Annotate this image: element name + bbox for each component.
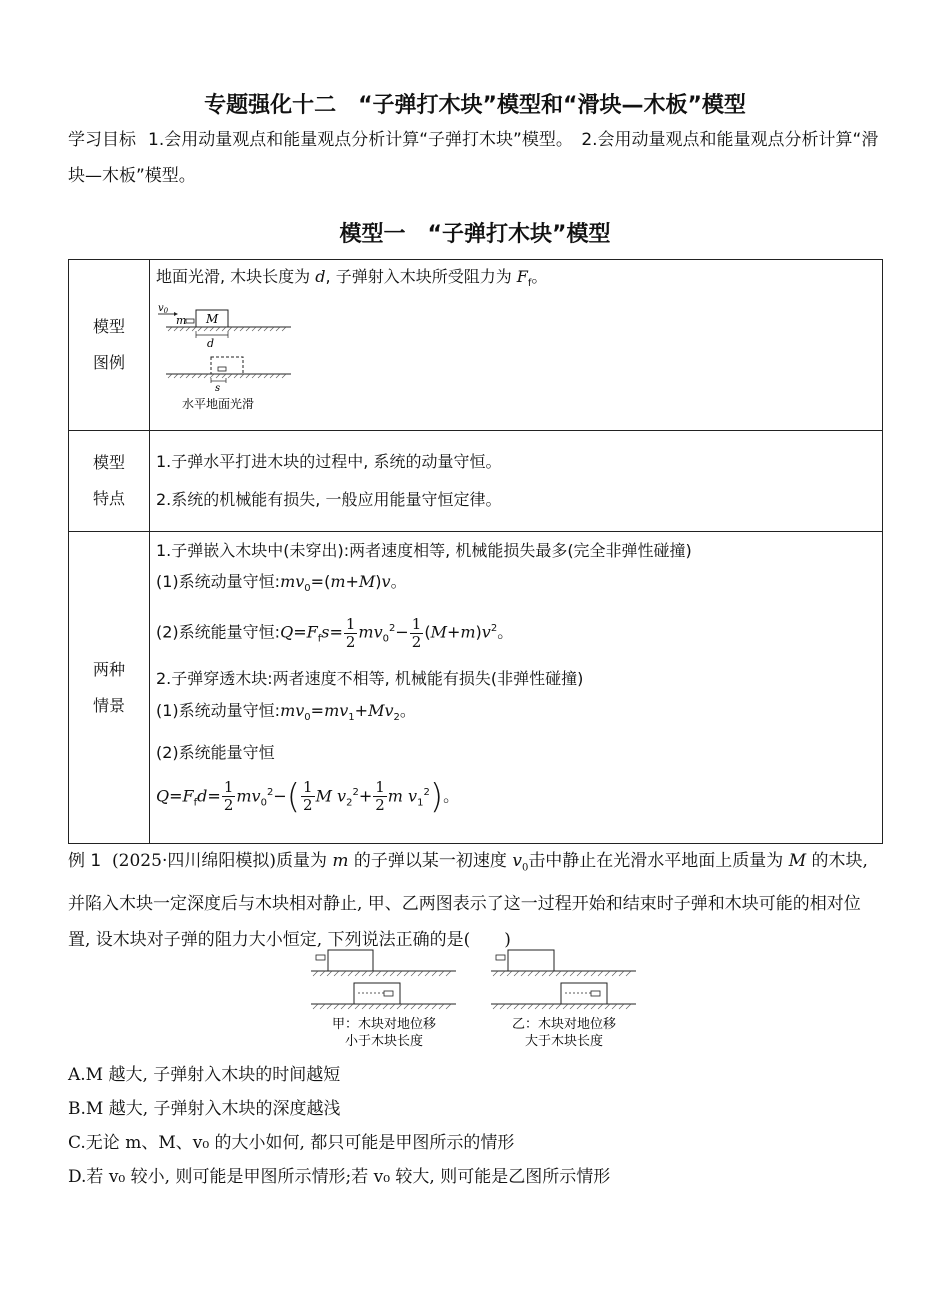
table-row xyxy=(69,260,883,431)
ground-hatch-2 xyxy=(168,374,286,378)
formula-label: (1)系统动量守恒: xyxy=(156,700,281,720)
figure-jia xyxy=(311,950,456,1049)
section-title: 模型一 “子弹打木块”模型 xyxy=(339,222,611,247)
formula-label: (2)系统能量守恒: xyxy=(156,622,281,642)
option-b[interactable]: B.M 越大, 子弹射入木块的深度越浅 xyxy=(68,1099,341,1119)
block-shape xyxy=(328,950,373,971)
example-text: 的子弹以某一初速度 xyxy=(348,851,513,871)
learning-goals xyxy=(68,122,883,194)
scenario-1-energy: (2)系统能量守恒$:Q=F_fs=$ $\frac{1}{2}$ $mv_0^2-$ $\frac{1}{2}$ $(M+m)v^2$。 xyxy=(156,614,514,651)
label-M: M xyxy=(206,312,219,327)
figure-jia-caption-1: 甲：木块对地位移 xyxy=(331,1017,437,1032)
row-head-features xyxy=(69,431,150,532)
row-head-text: 两种 xyxy=(92,659,125,679)
desc-var-d: d xyxy=(315,267,326,286)
feature-line: 2.系统的机械能有损失, 一般应用能量守恒定律。 xyxy=(156,490,502,509)
option-d[interactable]: D.若 v₀ 较小, 则可能是甲图所示情形;若 v₀ 较大, 则可能是乙图所示情形 xyxy=(68,1167,611,1187)
desc-text: 。 xyxy=(531,267,548,286)
ground-hatch xyxy=(168,327,286,331)
example-figures xyxy=(306,948,646,1052)
desc-var-F: F xyxy=(516,267,528,286)
row-body-features xyxy=(150,431,883,532)
figure-yi-caption-1: 乙：木块对地位移 xyxy=(511,1017,617,1032)
figure-caption: 水平地面光滑 xyxy=(182,397,255,412)
scenario-2-energy-label: (2)系统能量守恒 xyxy=(156,742,275,762)
formula-label: (1)系统动量守恒: xyxy=(156,572,281,591)
row-head-figure xyxy=(69,260,150,431)
row-head-text: 图例 xyxy=(92,353,125,372)
option-a[interactable]: A.M 越大, 子弹射入木块的时间越短 xyxy=(68,1065,341,1085)
example-source: (2025·四川绵阳模拟) xyxy=(112,851,276,871)
page-title: 专题强化十二 “子弹打木块”模型和“滑块—木板”模型 xyxy=(204,93,746,118)
learning-goals-text: 1.会用动量观点和能量观点分析计算“子弹打木块”模型。 2.会用动量观点和能量观点分析计算“滑块—木板”模型。 xyxy=(68,130,879,186)
label-d: d xyxy=(207,337,215,351)
figure-yi xyxy=(491,950,636,1049)
var-m: m xyxy=(332,851,349,871)
var-v: v xyxy=(512,851,522,871)
block-final-dashed xyxy=(211,357,243,374)
feature-line: 1.子弹水平打进木块的过程中, 系统的动量守恒。 xyxy=(156,452,502,471)
scenario-2-title: 2.子弹穿透木块:两者速度不相等, 机械能有损失(非弹性碰撞) xyxy=(156,668,584,688)
row-body-figure xyxy=(150,260,883,431)
desc-sub-f: f xyxy=(527,278,532,290)
learning-goals-label: 学习目标 xyxy=(68,130,136,150)
example-question xyxy=(68,843,883,958)
example-text: 击中静止在光滑水平地面上质量为 xyxy=(528,851,789,871)
scenario-2-energy: $Q=F_fd=$ $\frac{1}{2}$ $mv_0^2-$( $\frac{1}{2}$ M $v_2^2+$ $\frac{1}{2}$ m $v_1^2$)。 xyxy=(156,776,460,817)
row-head-text: 情景 xyxy=(92,695,125,715)
table-row xyxy=(69,532,883,844)
var-M: M xyxy=(788,851,807,871)
row-head-text: 模型 xyxy=(92,317,125,336)
desc-text: , 子弹射入木块所受阻力为 xyxy=(325,267,517,286)
label-v0: $v_0$ xyxy=(158,303,169,316)
figure-yi-caption-2: 大于木块长度 xyxy=(524,1034,604,1049)
row-head-scenarios xyxy=(69,532,150,844)
row-body-scenarios xyxy=(150,532,883,844)
option-c[interactable]: C.无论 m、M、v₀ 的大小如何, 都只可能是甲图所示的情形 xyxy=(68,1133,515,1153)
table-row xyxy=(69,431,883,532)
scenario-2-momentum: (1)系统动量守恒$:mv_0=mv_1+Mv_2$。 xyxy=(156,700,416,723)
model-table xyxy=(68,259,883,844)
row-head-text: 模型 xyxy=(92,453,125,472)
scenario-1-momentum: (1)系统动量守恒$:mv_0=(m+M)v$。 xyxy=(156,572,407,595)
label-s: s xyxy=(215,383,221,395)
var-v-sub: 0 xyxy=(521,862,529,874)
bullet-final xyxy=(218,367,226,371)
example-text: 的木块, 并陷入木块一定深度后与木块相对静止, 甲、乙两图表示了这一过程开始和结束时子弹和木块可能的相对位置, 设木块对子弹的阻力大小恒定, 下列说法正确的是( ) xyxy=(68,851,868,951)
bullet-shape xyxy=(316,955,325,960)
bullet-shape xyxy=(186,319,194,323)
bullet-block-diagram xyxy=(156,301,306,421)
desc-text: 地面光滑, 木块长度为 xyxy=(156,267,316,286)
example-text: 质量为 xyxy=(275,851,333,871)
figure-description xyxy=(156,264,876,297)
label-m: m xyxy=(176,314,187,328)
row-head-text: 特点 xyxy=(92,489,125,508)
scenario-1-title: 1.子弹嵌入木块中(未穿出):两者速度相等, 机械能损失最多(完全非弹性碰撞) xyxy=(156,541,692,560)
figure-jia-caption-2: 小于木块长度 xyxy=(344,1034,424,1049)
example-label: 例 1 xyxy=(68,851,102,871)
answer-options xyxy=(68,1058,883,1194)
